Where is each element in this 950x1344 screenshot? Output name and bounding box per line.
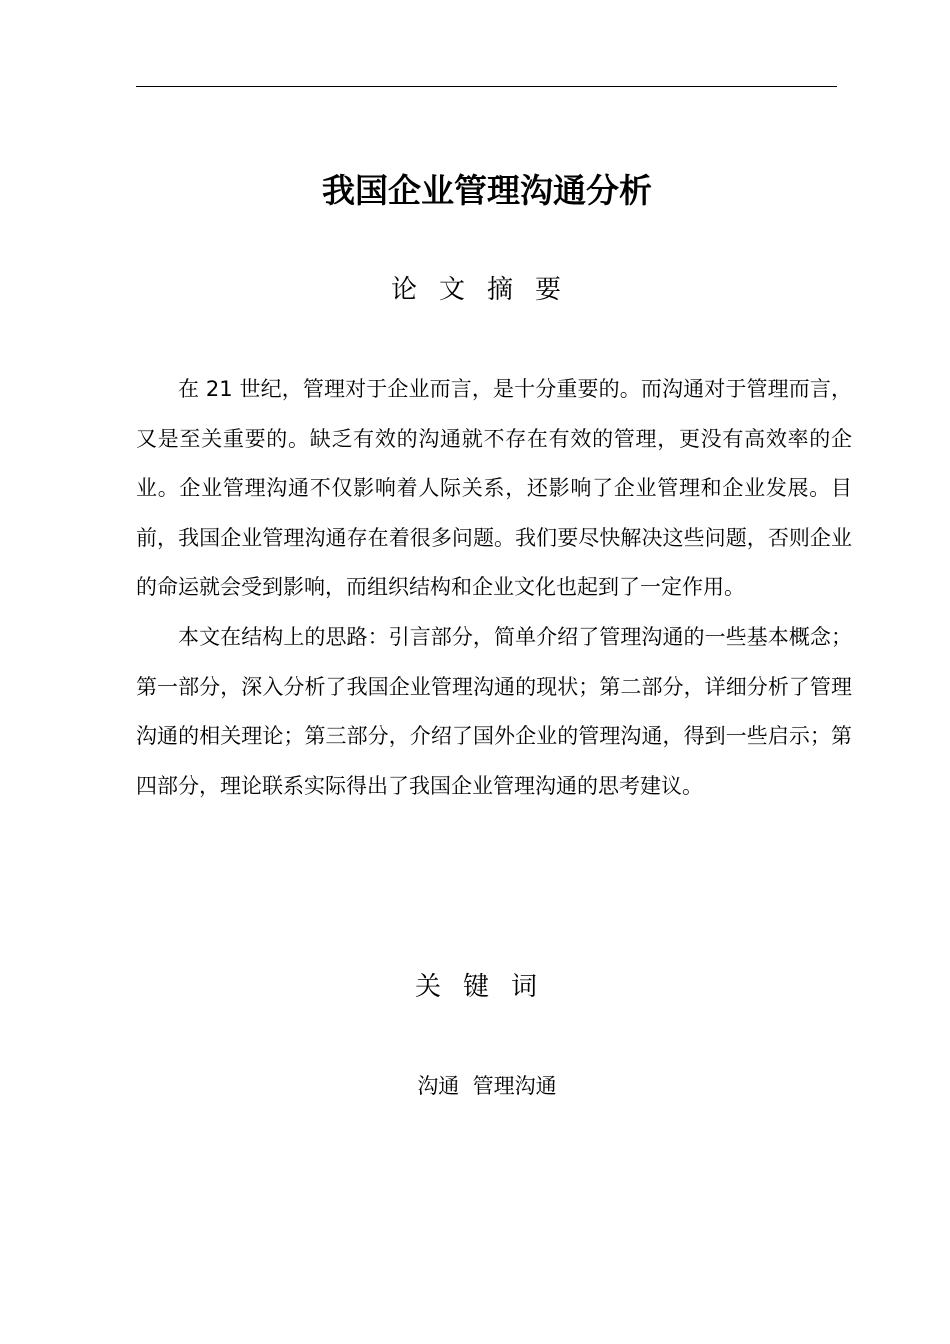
header-rule [136, 86, 837, 87]
keywords-heading: 关键词 [414, 972, 559, 1002]
abstract-heading: 论文摘要 [390, 275, 583, 305]
abstract-paragraph: 在 21 世纪，管理对于企业而言，是十分重要的。而沟通对于管理而言，又是至关重要的。缺乏有效的沟通就不存在有效的管理，更没有高效率的企业。企业管理沟通不仅影响着人际关系，还影响了企业管理和企业发展。目前，我国企业管理沟通存在着很多问题。我们要尽快解决这些问题，否则企业的命运就会受到影响，而组织结构和企业文化也起到了一定作用。 [136, 377, 852, 600]
document-title: 我国企业管理沟通分析 [322, 171, 652, 210]
abstract-body [136, 365, 852, 811]
keywords-list: 沟通 管理沟通 [417, 1074, 557, 1098]
abstract-paragraph: 本文在结构上的思路：引言部分，简单介绍了管理沟通的一些基本概念；第一部分，深入分析了我国企业管理沟通的现状；第二部分，详细分析了管理沟通的相关理论；第三部分，介绍了国外企业的管理沟通，得到一些启示；第四部分，理论联系实际得出了我国企业管理沟通的思考建议。 [136, 624, 852, 798]
